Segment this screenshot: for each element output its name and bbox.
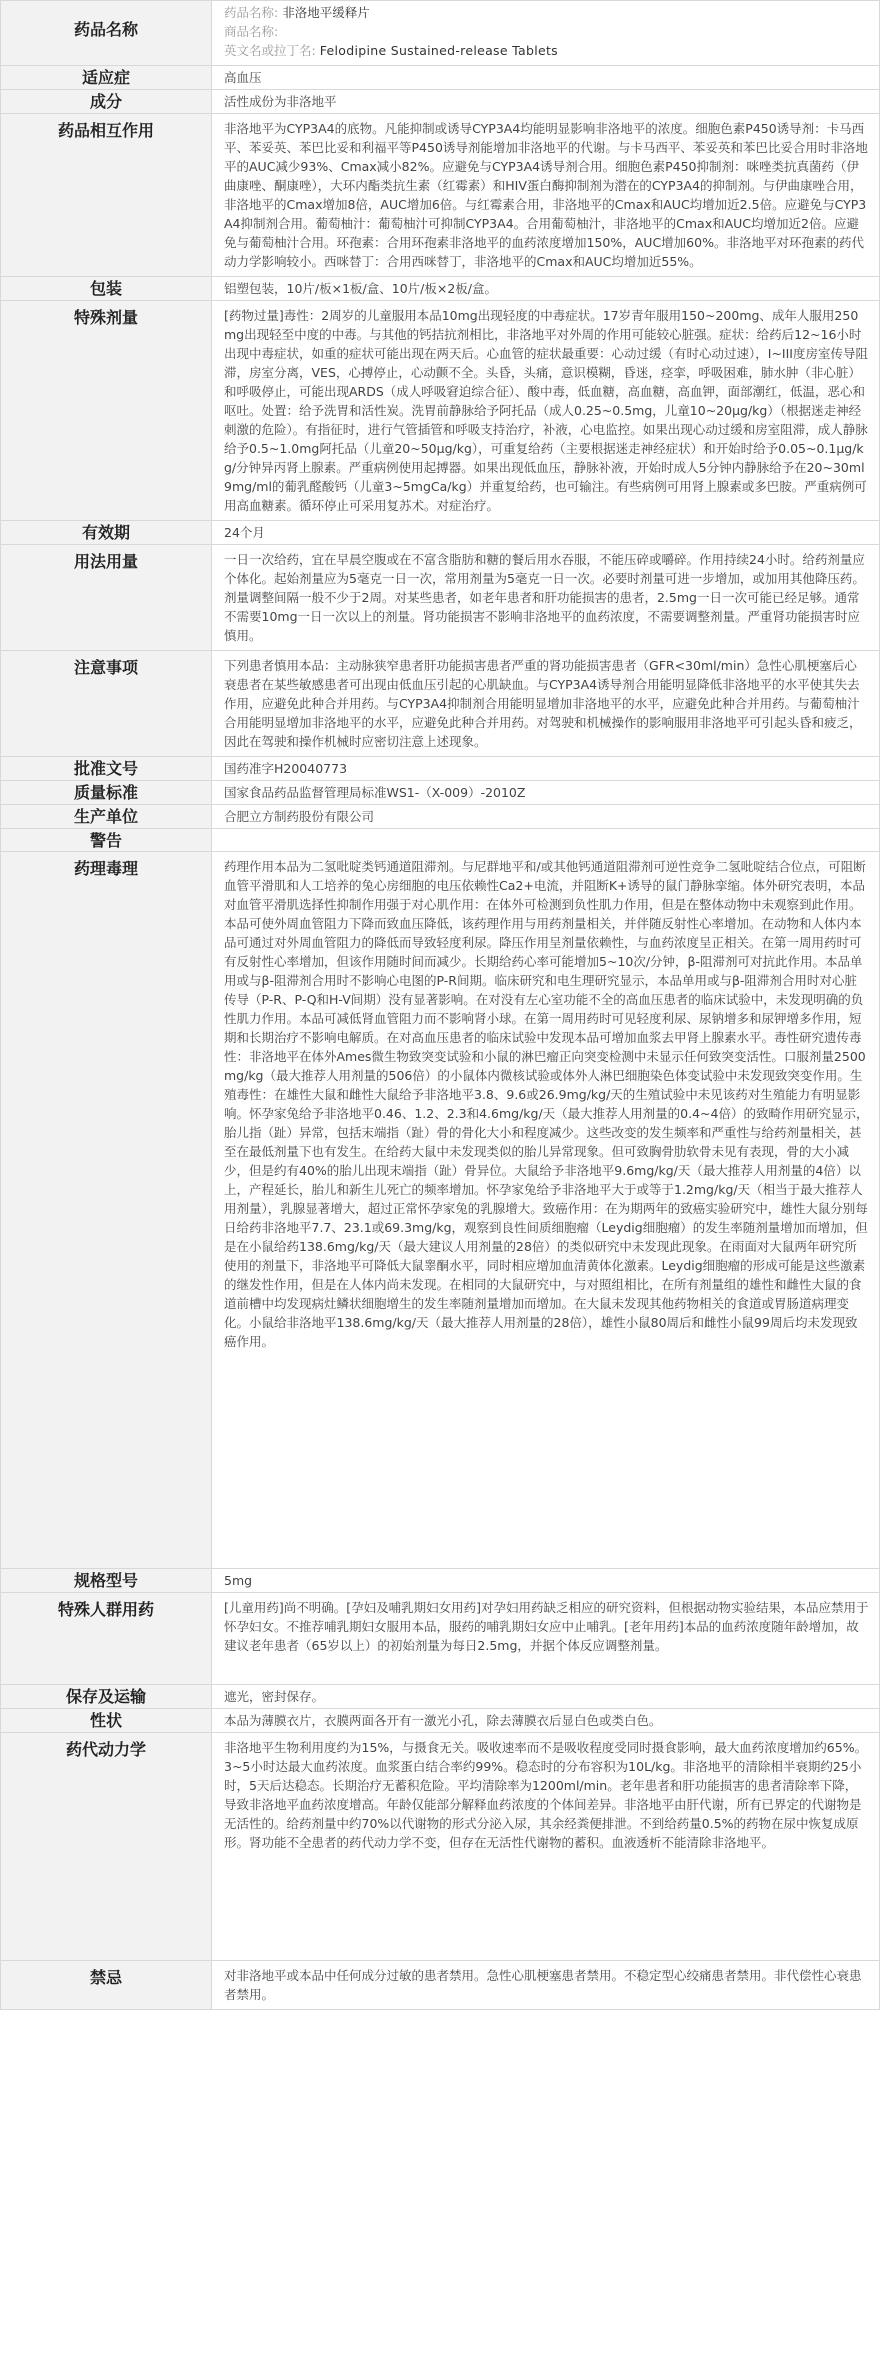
label-drug-name: 药品名称 [1, 1, 212, 66]
row-pharmacology [1, 852, 880, 1569]
english-name-key: 英文名或拉丁名: [224, 43, 316, 58]
overdose-text: [药物过量]毒性：2周岁的儿童服用本品10mg出现轻度的中毒症状。17岁青年服用150~200mg、成年人服用250mg出现轻至中度的中毒。与其他的钙拮抗剂相比，非洛地平对外周的作用可能较心脏强。症状：给药后12~16小时出现中毒症状，如重的症状可能出现在两天后。心血管的症状最重要：心动过缓（有时心动过速），I~III度房室传导阻滞，房室分离，VES，心搏停止，心动颤不全。头昏，头痛，意识模糊，昏迷，痉挛，呼吸困难，肺水肿（非心脏）和呼吸停止，可能出现ARDS（成人呼吸窘迫综合征）、酸中毒，低血糖，高血糖，高血钾，面部潮红，低温，恶心和呕吐。处置：给予洗胃和活性炭。洗胃前静脉给予阿托品（成人0.25~0.5mg，儿童10~20μg/kg）（根据迷走神经刺激的危险）。有指征时，进行气管插管和呼吸支持治疗，补液，心电监控。如果出现心动过缓和房室阻滞，成人静脉给予0.5~1.0mg阿托品（儿童20~50μg/kg），可重复给药（主要根据迷走神经症状）和开始时给予0.05~0.1μg/kg/分钟异丙肾上腺素。严重病例使用起搏器。如果出现低血压，静脉补液，开始时成人5分钟内静脉给予在20~30ml 9mg/ml的葡乳醛酸钙（儿童3~5mgCa/kg）并重复给药，也可输注。有些病例可用肾上腺素或多巴胺。严重病例可用高血糖素。循环停止可采用复苏术。对症治疗。 [224, 308, 868, 513]
english-name-line [224, 41, 869, 60]
row-interactions [1, 114, 880, 277]
row-indication [1, 66, 880, 90]
package-text: 铝塑包装，10片/板×1板/盒、10片/板×2板/盒。 [224, 281, 498, 296]
interactions-text: 非洛地平为CYP3A4的底物。凡能抑制或诱导CYP3A4均能明显影响非洛地平的浓度。细胞色素P450诱导剂：卡马西平、苯妥英、苯巴比妥和利福平等P450诱导剂能增加非洛地平的代谢。与卡马西平、苯妥英和苯巴比妥合用时非洛地平的AUC减少93%、Cmax减小82%。应避免与CYP3A4诱导剂合用。细胞色素P450抑制剂：咪唑类抗真菌药（伊曲康唑、酮康唑），大环内酯类抗生素（红霉素）和HIV蛋白酶抑制剂为潜在的CYP3A4的抑制剂。与伊曲康唑合用，非洛地平的Cmax增加8倍，AUC增加6倍。与红霉素合用，非洛地平的Cmax和AUC均增加近2.5倍。应避免与CYP3A4抑制剂合用。葡萄柚汁：葡萄柚汁可抑制CYP3A4。合用葡萄柚汁，非洛地平的Cmax和AUC均增加近2倍。应避免与葡萄柚汁合用。环孢素：合用环孢素非洛地平的血药浓度增加150%，AUC增加60%。非洛地平对环孢素的药代动力学影响较小。西咪替丁：合用西咪替丁，非洛地平的Cmax和AUC均增加近55%。 [224, 121, 868, 269]
label-overdose: 特殊剂量 [1, 301, 212, 521]
row-contraindications [1, 1961, 880, 2010]
usage-text: 一日一次给药，宜在早晨空腹或在不富含脂肪和糖的餐后用水吞服，不能压碎或嚼碎。作用持续24小时。给药剂量应个体化。起始剂量应为5毫克一日一次，常用剂量为5毫克一日一次。必要时剂量可进一步增加，或加用其他降压药。剂量调整间隔一般不少于2周。对某些患者，如老年患者和肝功能损害的患者，2.5mg一日一次可能已经足够。通常不需要10mg一日一次以上的剂量。肾功能损害不影响非洛地平的血药浓度，不需要调整剂量。严重肾功能损害时应慎用。 [224, 552, 865, 643]
label-usage: 用法用量 [1, 545, 212, 651]
generic-name-key: 药品名称: [224, 5, 279, 20]
value-special-population [212, 1593, 880, 1685]
label-quality-standard: 质量标准 [1, 781, 212, 805]
contraindications-text: 对非洛地平或本品中任何成分过敏的患者禁用。急性心肌梗塞患者禁用。不稳定型心绞痛患者禁用。非代偿性心衰患者禁用。 [224, 1968, 862, 2002]
value-interactions [212, 114, 880, 277]
value-approval [212, 757, 880, 781]
row-precautions [1, 651, 880, 757]
value-overdose [212, 301, 880, 521]
value-contraindications [212, 1961, 880, 2010]
row-storage [1, 1685, 880, 1709]
row-composition [1, 90, 880, 114]
special-population-text: [儿童用药]尚不明确。[孕妇及哺乳期妇女用药]对孕妇用药缺乏相应的研究资料，但根据动物实验结果，本品应禁用于怀孕妇女。不推荐哺乳期妇女服用本品，服药的哺乳期妇女应中止哺乳。[老年用药]本品的血药浓度随年龄增加，故建议老年患者（65岁以上）的初始剂量为每日2.5mg，并据个体反应调整剂量。 [224, 1600, 869, 1653]
value-storage [212, 1685, 880, 1709]
manufacturer-text: 合肥立方制药股份有限公司 [224, 809, 375, 824]
pharmacology-text: 药理作用本品为二氢吡啶类钙通道阻滞剂。与尼群地平和/或其他钙通道阻滞剂可逆性竞争二氢吡啶结合位点，可阻断血管平滑肌和人工培养的兔心房细胞的电压依赖性Ca2+电流，并阻断K+诱导的鼠门静脉挛缩。体外研究表明，本品对血管平滑肌选择性抑制作用强于对心肌作用：在体外可检测到负性肌力作用，但是在整体动物中未观察到此作用。本品可使外周血管阻力下降而致血压降低，该药理作用与用药剂量相关，并伴随反射性心率增加。在动物和人体内本品可通过对外周血管阻力的降低而导致轻度利尿。降压作用呈剂量依赖性，与血药浓度呈正相关。在第一周用药时可有反射性心率增加，但该作用随时间而减少。长期给药心率可能增加5~10次/分钟，β-阻滞剂可对抗此作用。本品单用或与β-阻滞剂合用时不影响心电图的P-R间期。临床研究和电生理研究显示，本品单用或与β-阻滞剂合用时对心脏传导（P-R、P-Q和H-V间期）没有显著影响。在对没有左心室功能不全的高血压患者的临床试验中，未发现明确的负性肌力作用。本品可减低肾血管阻力而不影响肾小球。在第一周用药时可见轻度利尿、尿钠增多和尿钾增多作用，短期和长期治疗不影响电解质。在对高血压患者的临床试验中发现本品可增加血浆去甲肾上腺素水平。毒性研究遗传毒性：非洛地平在体外Ames微生物致突变试验和小鼠的淋巴瘤正向突变检测中未显示任何致突变活性。口服剂量2500mg/kg（最大推荐人用剂量的506倍）的小鼠体内微核试验或体外人淋巴细胞染色体变试验中未发现致突变作用。生殖毒性：在雄性大鼠和雌性大鼠给予非洛地平3.8、9.6或26.9mg/kg/天的生殖试验中未见该药对生殖能力有明显影响。怀孕家兔给予非洛地平0.46、1.2、2.3和4.6mg/kg/天（最大推荐人用剂量的0.4~4倍）的致畸作用研究显示，胎儿指（趾）异常，包括末端指（趾）骨的骨化大小和程度减少。这些改变的发生频率和严重性与给药剂量相关，甚至在最低剂量下也有发生。在给药大鼠中未发现类似的胎儿异常现象。但可致胸骨肋软骨未见有表现，骨的大小减少，但是约有40%的胎儿出现末端指（趾）骨异位。大鼠给予非洛地平9.6mg/kg/天（最大推荐人用剂量的4倍）以上，产程延长，胎儿和新生儿死亡的频率增加。怀孕家兔给予非洛地平大于或等于1.2mg/kg/天（相当于最大推荐人用剂量），乳腺显著增大，超过正常怀孕家兔的乳腺增大。致癌作用：在为期两年的致癌实验研究中，雄性大鼠分别每日给药非洛地平7.7、23.1或69.3mg/kg，观察到良性间质细胞瘤（Leydig细胞瘤）的发生率随剂量增加而增加，但是在小鼠给药138.6mg/kg/天（最大建议人用剂量的28倍）的类似研究中未发现此现象。在雨面对大鼠两年研究所使用的剂量下，非洛地平可降低大鼠睾酮水平，同时相应增加血清黄体化激素。Leydig细胞瘤的形成可能是这些激素的继发性作用，但是在人体内尚未发现。在相同的大鼠研究中，与对照组相比，在所有剂量组的雄性和雌性大鼠的食道前槽中均发现病灶鳞状细胞增生的发生率随剂量增加而增加。在大鼠未发现其他药物相关的食道或胃肠道病理变化。小鼠给非洛地平138.6mg/kg/天（最大推荐人用剂量的28倍），雄性小鼠80周后和雌性小鼠99周后均未发现致癌作用。 [224, 859, 869, 1349]
approval-text: 国药准字H20040773 [224, 761, 348, 776]
value-usage [212, 545, 880, 651]
row-pharmacokinetics [1, 1733, 880, 1961]
row-usage [1, 545, 880, 651]
row-package [1, 277, 880, 301]
label-approval: 批准文号 [1, 757, 212, 781]
value-appearance [212, 1709, 880, 1733]
value-composition [212, 90, 880, 114]
spec-text: 5mg [224, 1573, 253, 1588]
value-quality-standard [212, 781, 880, 805]
trade-name-line [224, 22, 869, 41]
label-pharmacology: 药理毒理 [1, 852, 212, 1569]
label-precautions: 注意事项 [1, 651, 212, 757]
value-package [212, 277, 880, 301]
english-name-value: Felodipine Sustained-release Tablets [319, 43, 558, 58]
composition-text: 活性成份为非洛地平 [224, 94, 337, 109]
row-special-population [1, 1593, 880, 1685]
row-drug-name [1, 1, 880, 66]
value-pharmacokinetics [212, 1733, 880, 1961]
label-special-population: 特殊人群用药 [1, 1593, 212, 1685]
value-pharmacology [212, 852, 880, 1569]
label-validity: 有效期 [1, 521, 212, 545]
generic-name-value: 非洛地平缓释片 [282, 5, 370, 20]
drug-name-values [212, 1, 880, 66]
row-overdose [1, 301, 880, 521]
label-contraindications: 禁忌 [1, 1961, 212, 2010]
pharmacokinetics-text: 非洛地平生物利用度约为15%，与摄食无关。吸收速率而不是吸收程度受同时摄食影响，最大血药浓度增加约65%。 3~5小时达最大血药浓度。血浆蛋白结合率约99%。稳态时的分布容积为10L/kg。非洛地平的清除相半衰期约25小时，5天后达稳态。长期治疗无蓄积危险。平均清除率为1200ml/min。老年患者和肝功能损害的患者清除率下降，导致非洛地平血药浓度增高。年龄仅能部分解释血药浓度的个体间差异。非洛地平由肝代谢，所有已界定的代谢物是无活性的。给药剂量中约70%以代谢物的形式分泌入尿，其余经粪便排泄。不到给药量0.5%的药物在尿中恢复成原形。肾功能不全患者的药代动力学不变，但存在无活性代谢物的蓄积。血液透析不能清除非洛地平。 [224, 1740, 868, 1850]
label-storage: 保存及运输 [1, 1685, 212, 1709]
label-appearance: 性状 [1, 1709, 212, 1733]
label-package: 包装 [1, 277, 212, 301]
value-warning [212, 829, 880, 852]
row-warning [1, 829, 880, 852]
label-indication: 适应症 [1, 66, 212, 90]
generic-name-line [224, 3, 869, 22]
row-manufacturer [1, 805, 880, 829]
row-appearance [1, 1709, 880, 1733]
value-validity [212, 521, 880, 545]
label-composition: 成分 [1, 90, 212, 114]
validity-text: 24个月 [224, 525, 265, 540]
row-approval [1, 757, 880, 781]
label-interactions: 药品相互作用 [1, 114, 212, 277]
value-indication [212, 66, 880, 90]
quality-standard-text: 国家食品药品监督管理局标准WS1-（X-009）-2010Z [224, 785, 526, 800]
row-validity [1, 521, 880, 545]
value-spec [212, 1569, 880, 1593]
label-warning: 警告 [1, 829, 212, 852]
appearance-text: 本品为薄膜衣片，衣膜两面各开有一激光小孔，除去薄膜衣后显白色或类白色。 [224, 1713, 662, 1728]
trade-name-key: 商品名称: [224, 24, 279, 39]
value-manufacturer [212, 805, 880, 829]
indication-text: 高血压 [224, 70, 262, 85]
storage-text: 遮光，密封保存。 [224, 1689, 325, 1704]
label-spec: 规格型号 [1, 1569, 212, 1593]
row-spec [1, 1569, 880, 1593]
label-manufacturer: 生产单位 [1, 805, 212, 829]
label-pharmacokinetics: 药代动力学 [1, 1733, 212, 1961]
row-quality-standard [1, 781, 880, 805]
precautions-text: 下列患者慎用本品：主动脉狭窄患者肝功能损害患者严重的肾功能损害患者（GFR<30ml/min）急性心肌梗塞后心衰患者在某些敏感患者可出现由低血压引起的心肌缺血。与CYP3A4诱导剂合用能明显降低非洛地平的水平使其失去作用，应避免此种合并用药。与CYP3A4抑制剂合用能明显增加非洛地平的水平，应避免此种合并用药。与葡萄柚汁合用能明显增加非洛地平的水平，应避免此种合并用药。对驾驶和机械操作的影响服用非洛地平可引起头昏和疲乏，因此在驾驶和操作机械时应密切注意上述现象。 [224, 658, 862, 749]
value-precautions [212, 651, 880, 757]
